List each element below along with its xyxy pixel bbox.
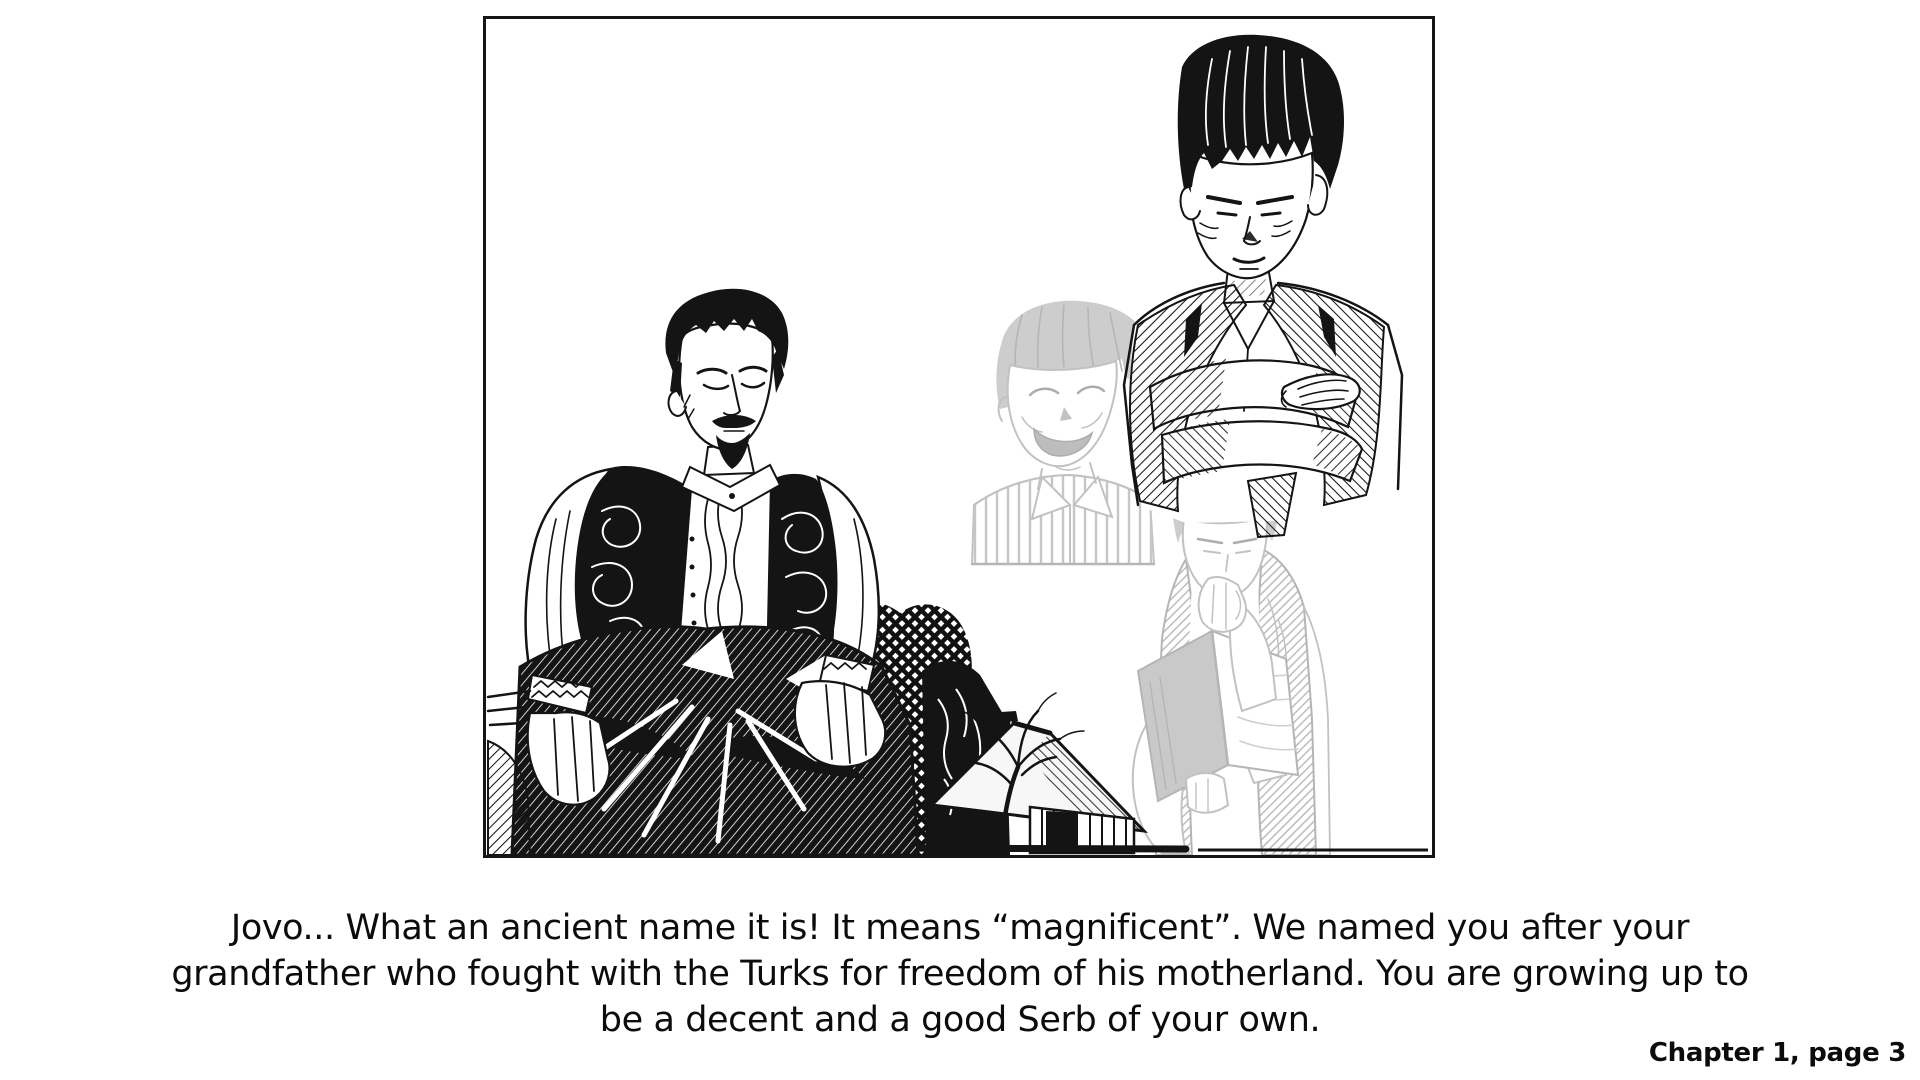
comic-panel — [483, 16, 1435, 858]
caption-line-2: grandfather who fought with the Turks for freedom of his motherland. You are growing up to — [171, 954, 1749, 994]
comic-panel-illustration — [486, 19, 1432, 855]
caption-line-1: Jovo... What an ancient name it is! It means “magnificent”. We named you after your — [230, 908, 1690, 948]
chapter-page-label: Chapter 1, page 3 — [1648, 1038, 1906, 1068]
caption-line-3: be a decent and a good Serb of your own. — [599, 1000, 1321, 1040]
seated-man — [488, 289, 918, 855]
standing-boy — [1124, 35, 1402, 537]
caption-text — [0, 905, 1920, 1043]
